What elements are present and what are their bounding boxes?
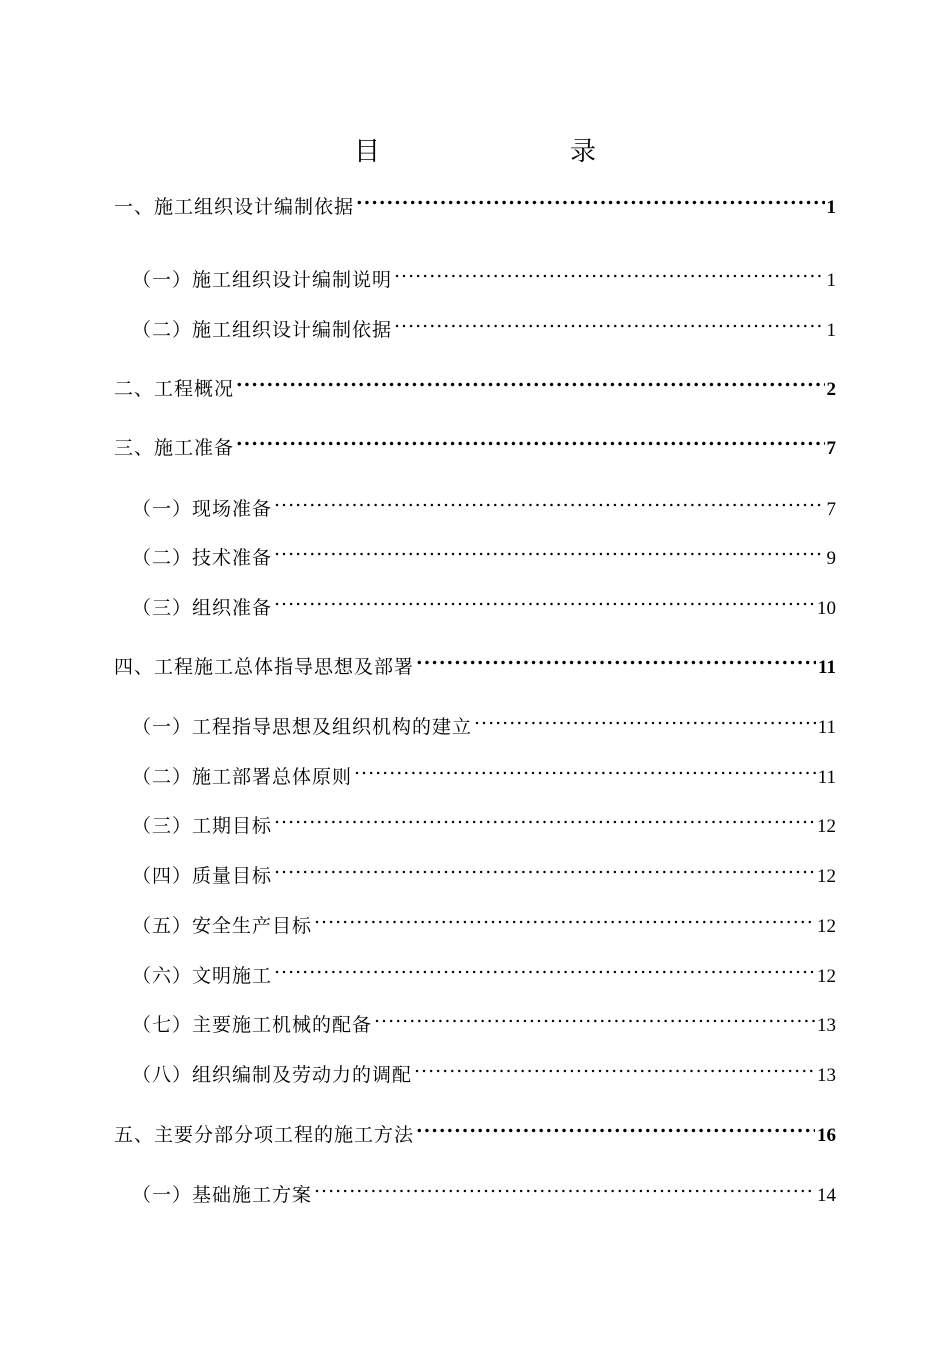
toc-entry-label: （二）施工组织设计编制依据: [132, 319, 393, 341]
dot-leader: [274, 534, 824, 564]
toc-section-entry[interactable]: [132, 256, 836, 291]
dot-leader: [416, 1111, 815, 1141]
toc-entry-label: （一）基础施工方案: [132, 1184, 313, 1206]
dot-leader: [394, 256, 824, 286]
toc-page-number: 10: [817, 598, 836, 619]
toc-entry-label: （四）质量目标: [132, 865, 273, 887]
toc-entry-label: （八）组织编制及劳动力的调配: [132, 1064, 413, 1086]
dot-leader: [236, 365, 824, 395]
toc-entry-label: （二）技术准备: [132, 547, 273, 569]
toc-chapter-entry[interactable]: [114, 183, 836, 218]
toc-section-entry[interactable]: [132, 952, 836, 987]
toc-entry-label: （五）安全生产目标: [132, 915, 313, 937]
dot-leader: [314, 902, 815, 932]
toc-section-entry[interactable]: [132, 1051, 836, 1086]
dot-leader: [274, 485, 824, 515]
toc-page-number: 11: [817, 767, 836, 788]
toc-entry-label: （二）施工部署总体原则: [132, 766, 353, 788]
toc-chapter-entry[interactable]: [114, 365, 836, 400]
toc-entry-label: （三）组织准备: [132, 597, 273, 619]
dot-leader: [274, 584, 815, 614]
toc-page-number: 12: [817, 966, 836, 987]
toc-page-number: 1: [826, 320, 836, 341]
toc-entry-label: 一、施工组织设计编制依据: [114, 196, 355, 218]
toc-page-number: 11: [818, 657, 836, 678]
toc-page-number: 1: [826, 270, 836, 291]
toc-section-entry[interactable]: [132, 306, 836, 341]
dot-leader: [374, 1001, 815, 1031]
dot-leader: [236, 424, 824, 454]
toc-page-number: 12: [817, 816, 836, 837]
dot-leader: [474, 703, 816, 733]
dot-leader: [314, 1171, 815, 1201]
page-title: 目 录: [353, 137, 642, 167]
toc-chapter-entry[interactable]: [114, 1111, 836, 1146]
toc-entry-label: 四、工程施工总体指导思想及部署: [114, 656, 415, 678]
toc-chapter-entry[interactable]: [114, 424, 836, 459]
toc-page-number: 9: [826, 548, 836, 569]
toc-section-entry[interactable]: [132, 1001, 836, 1036]
toc-section-entry[interactable]: [132, 534, 836, 569]
toc-section-entry[interactable]: [132, 753, 836, 788]
toc-page-number: 14: [817, 1185, 836, 1206]
toc-entry-label: （七）主要施工机械的配备: [132, 1014, 373, 1036]
toc-section-entry[interactable]: [132, 852, 836, 887]
toc-section-entry[interactable]: [132, 1171, 836, 1206]
toc-entry-label: （三）工期目标: [132, 815, 273, 837]
toc-entry-label: （一）施工组织设计编制说明: [132, 269, 393, 291]
toc-entry-label: 五、主要分部分项工程的施工方法: [114, 1124, 415, 1146]
toc-section-entry[interactable]: [132, 703, 836, 738]
dot-leader: [416, 643, 816, 673]
toc-entry-label: （一）现场准备: [132, 498, 273, 520]
dot-leader: [274, 802, 815, 832]
toc-page-number: 13: [817, 1015, 836, 1036]
toc-page-number: 13: [817, 1065, 836, 1086]
toc-section-entry[interactable]: [132, 485, 836, 520]
toc-entry-label: 三、施工准备: [114, 437, 235, 459]
toc-section-entry[interactable]: [132, 584, 836, 619]
toc-page-number: 7: [826, 499, 836, 520]
dot-leader: [274, 952, 815, 982]
toc-section-entry[interactable]: [132, 802, 836, 837]
toc-page-number: 2: [826, 379, 836, 400]
toc-entry-label: （六）文明施工: [132, 965, 273, 987]
toc-page-number: 12: [817, 916, 836, 937]
dot-leader: [354, 753, 816, 783]
dot-leader: [394, 306, 824, 336]
toc-page-number: 16: [817, 1125, 836, 1146]
toc-page-number: 12: [817, 866, 836, 887]
dot-leader: [414, 1051, 815, 1081]
dot-leader: [356, 183, 824, 213]
toc-page-number: 11: [817, 717, 836, 738]
toc-entry-label: 二、工程概况: [114, 378, 235, 400]
toc-entry-label: （一）工程指导思想及组织机构的建立: [132, 716, 473, 738]
toc-page-number: 1: [826, 197, 836, 218]
toc-page-number: 7: [826, 438, 836, 459]
toc-section-entry[interactable]: [132, 902, 836, 937]
dot-leader: [274, 852, 815, 882]
toc-chapter-entry[interactable]: [114, 643, 836, 678]
